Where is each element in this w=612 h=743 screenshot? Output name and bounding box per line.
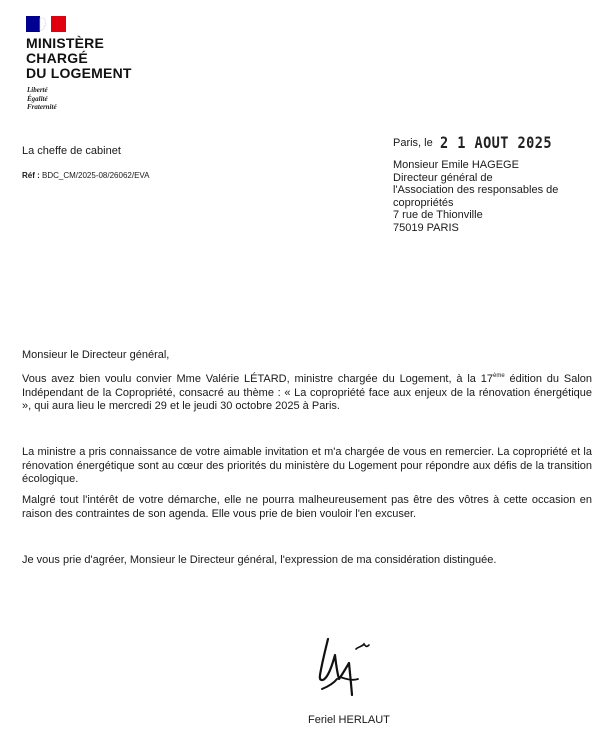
ministry-name	[26, 36, 132, 81]
date-stamp: 2 1 AOUT 2025	[439, 133, 552, 152]
signer-name: Feriel HERLAUT	[308, 714, 390, 726]
ministry-line: CHARGÉ	[26, 50, 88, 66]
reference-label: Réf :	[22, 171, 40, 180]
salutation: Monsieur le Directeur général,	[22, 349, 170, 361]
sender-role: La cheffe de cabinet	[22, 145, 121, 157]
paragraph-invitation	[22, 373, 592, 414]
motto-line: Égalité	[27, 94, 48, 103]
paragraph-regrets: Malgré tout l'intérêt de votre démarche, elle ne pourra malheureusement pas être des vôtres à cette occasion en raison des contraintes de son agenda. Elle vous prie de bien vouloir l'en excuser.	[22, 494, 592, 520]
recipient-line: copropriétés	[393, 196, 454, 209]
ordinal-suffix: ème	[493, 373, 505, 379]
recipient-line: 7 rue de Thionville	[393, 209, 483, 222]
ministry-line: MINISTÈRE	[26, 35, 105, 51]
date-line	[393, 133, 572, 152]
date-prefix: Paris, le	[393, 137, 433, 149]
recipient-line: Monsieur Emile HAGEGE	[393, 159, 519, 171]
republic-flag-logo	[26, 16, 66, 32]
paragraph-text: édition du Salon Indépendant de la Copropriété, consacré au thème : « La copropriété face aux enjeux de la rénovation énergétique », qui aura lieu le mercredi 29 et le jeudi 30 octobre 2025 à Paris.	[22, 373, 593, 412]
paragraph-text: Vous avez bien voulu convier Mme Valérie LÉTARD, ministre chargée du Logement, à la 17	[22, 373, 494, 385]
marianne-profile-icon	[37, 16, 51, 32]
handwritten-signature	[306, 627, 386, 709]
republic-motto	[27, 86, 57, 112]
ministry-line: DU LOGEMENT	[26, 65, 132, 81]
recipient-line: Directeur général de	[393, 171, 493, 184]
motto-line: Liberté	[27, 86, 48, 94]
reference	[22, 171, 149, 180]
paragraph-closing: Je vous prie d'agréer, Monsieur le Directeur général, l'expression de ma considération distinguée.	[22, 554, 497, 566]
recipient-line: 75019 PARIS	[393, 221, 459, 234]
recipient-address	[393, 159, 558, 235]
reference-value: BDC_CM/2025-08/26062/EVA	[42, 171, 150, 180]
paragraph-thanks: La ministre a pris connaissance de votre aimable invitation et m'a chargée de vous en remercier. La copropriété et la rénovation énergétique sont au cœur des priorités du ministère du Logement pour répondre aux défis de la transition écologique.	[22, 446, 592, 485]
recipient-line: l'Association des responsables de	[393, 184, 559, 197]
motto-line: Fraternité	[27, 103, 57, 111]
